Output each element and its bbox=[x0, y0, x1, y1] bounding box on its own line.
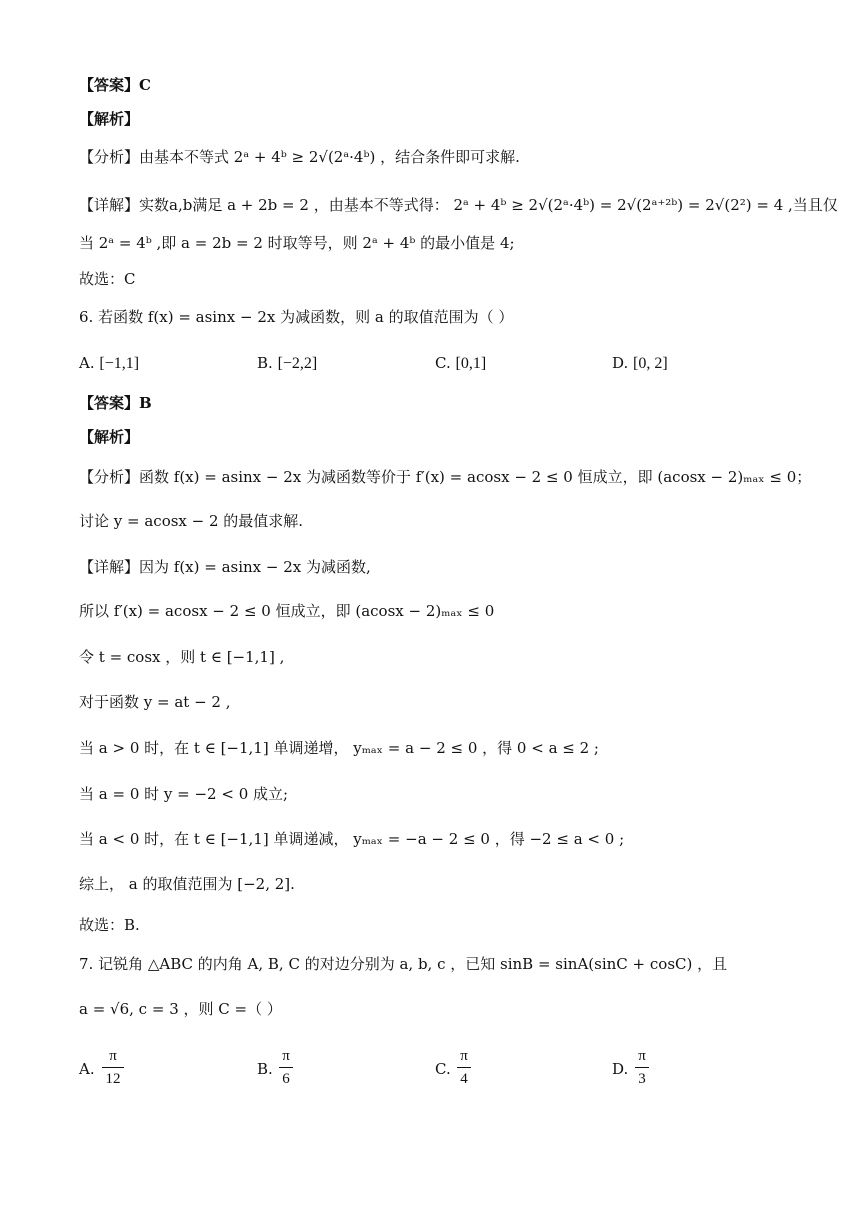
option-value: [−2,2] bbox=[277, 355, 318, 372]
q6-analysis-label: 【解析】 bbox=[79, 428, 140, 446]
option-label: D. bbox=[612, 1060, 629, 1078]
q7-option-d bbox=[612, 1058, 628, 1080]
q7-option-d-fraction bbox=[635, 1046, 649, 1089]
fraction-numerator: π bbox=[460, 1048, 468, 1064]
q6-fenxi-line2: 讨论 y = acosx − 2 的最值求解. bbox=[79, 512, 304, 530]
q7-option-b-fraction bbox=[279, 1046, 293, 1089]
q6-step: 当 a > 0 时，在 t ∈ [−1,1] 单调递增， yₘₐₓ = a − 2 ≤ 0 ，得 0 < a ≤ 2 ; bbox=[79, 739, 599, 757]
option-value: [−1,1] bbox=[99, 355, 140, 372]
q7-stem-line2: a = √6, c = 3 ，则 C =（ ） bbox=[79, 1000, 282, 1018]
option-label: D. bbox=[612, 354, 629, 372]
fraction-numerator: π bbox=[638, 1048, 646, 1064]
q5-choice: 故选：C bbox=[79, 270, 136, 288]
option-label: A. bbox=[79, 354, 95, 372]
q6-option-a bbox=[79, 352, 139, 375]
q6-option-c bbox=[435, 352, 486, 375]
q6-stem: 6. 若函数 f(x) = asinx − 2x 为减函数，则 a 的取值范围为（ ） bbox=[79, 308, 514, 326]
q7-stem-line1: 7. 记锐角 △ABC 的内角 A, B, C 的对边分别为 a, b, c ，已知 sinB = sinA(sinC + cosC) ，且 bbox=[79, 955, 728, 973]
q6-step: 当 a < 0 时，在 t ∈ [−1,1] 单调递减， yₘₐₓ = −a − 2 ≤ 0 ，得 −2 ≤ a < 0 ; bbox=[79, 830, 625, 848]
q7-option-c bbox=[435, 1058, 451, 1080]
q7-option-a bbox=[79, 1058, 95, 1080]
q6-answer: 【答案】B bbox=[79, 394, 152, 412]
fraction-numerator: π bbox=[109, 1048, 117, 1064]
option-label: C. bbox=[435, 354, 451, 372]
q7-option-c-fraction bbox=[457, 1046, 471, 1089]
option-value: [0,1] bbox=[455, 355, 487, 372]
fraction-denominator: 6 bbox=[282, 1071, 290, 1087]
q6-step: 对于函数 y = at − 2 , bbox=[79, 693, 231, 711]
q7-option-b bbox=[257, 1058, 273, 1080]
fraction-bar bbox=[635, 1067, 649, 1068]
fraction-denominator: 12 bbox=[105, 1071, 121, 1087]
option-label: C. bbox=[435, 1060, 451, 1078]
fraction-bar bbox=[457, 1067, 471, 1068]
option-label: B. bbox=[257, 354, 273, 372]
option-value: [0, 2] bbox=[633, 355, 668, 372]
q6-step: 综上， a 的取值范围为 [−2, 2]. bbox=[79, 875, 295, 893]
fraction-denominator: 3 bbox=[638, 1071, 646, 1087]
q6-option-d bbox=[612, 352, 668, 375]
q6-option-b bbox=[257, 352, 317, 375]
fraction-bar bbox=[279, 1067, 293, 1068]
fraction-bar bbox=[102, 1067, 124, 1068]
q5-fenxi: 【分析】由基本不等式 2ᵃ + 4ᵇ ≥ 2√(2ᵃ·4ᵇ) ，结合条件即可求解. bbox=[79, 148, 520, 166]
q6-step: 【详解】因为 f(x) = asinx − 2x 为减函数, bbox=[79, 558, 371, 576]
option-label: A. bbox=[79, 1060, 95, 1078]
q6-step: 令 t = cosx ，则 t ∈ [−1,1] , bbox=[79, 648, 285, 666]
q6-fenxi-line1: 【分析】函数 f(x) = asinx − 2x 为减函数等价于 f′(x) = acosx − 2 ≤ 0 恒成立，即 (acosx − 2)ₘₐₓ ≤ 0； bbox=[79, 468, 812, 486]
q5-answer: 【答案】C bbox=[79, 76, 151, 94]
q7-option-a-fraction bbox=[102, 1046, 124, 1089]
q6-choice: 故选：B. bbox=[79, 916, 140, 934]
option-label: B. bbox=[257, 1060, 273, 1078]
q5-analysis-label: 【解析】 bbox=[79, 110, 140, 128]
q5-xiangjie-line2: 当 2ᵃ = 4ᵇ ,即 a = 2b = 2 时取等号，则 2ᵃ + 4ᵇ 的最小值是 4; bbox=[79, 234, 515, 252]
q6-step: 所以 f′(x) = acosx − 2 ≤ 0 恒成立，即 (acosx − 2)ₘₐₓ ≤ 0 bbox=[79, 602, 495, 620]
q5-xiangjie-line1: 【详解】实数a,b满足 a + 2b = 2 ，由基本不等式得： 2ᵃ + 4ᵇ ≥ 2√(2ᵃ·4ᵇ) = 2√(2ᵃ⁺²ᵇ) = 2√(2²) = 4 ,当且仅 bbox=[79, 196, 838, 214]
q6-step: 当 a = 0 时 y = −2 < 0 成立; bbox=[79, 785, 289, 803]
fraction-numerator: π bbox=[282, 1048, 290, 1064]
fraction-denominator: 4 bbox=[460, 1071, 468, 1087]
